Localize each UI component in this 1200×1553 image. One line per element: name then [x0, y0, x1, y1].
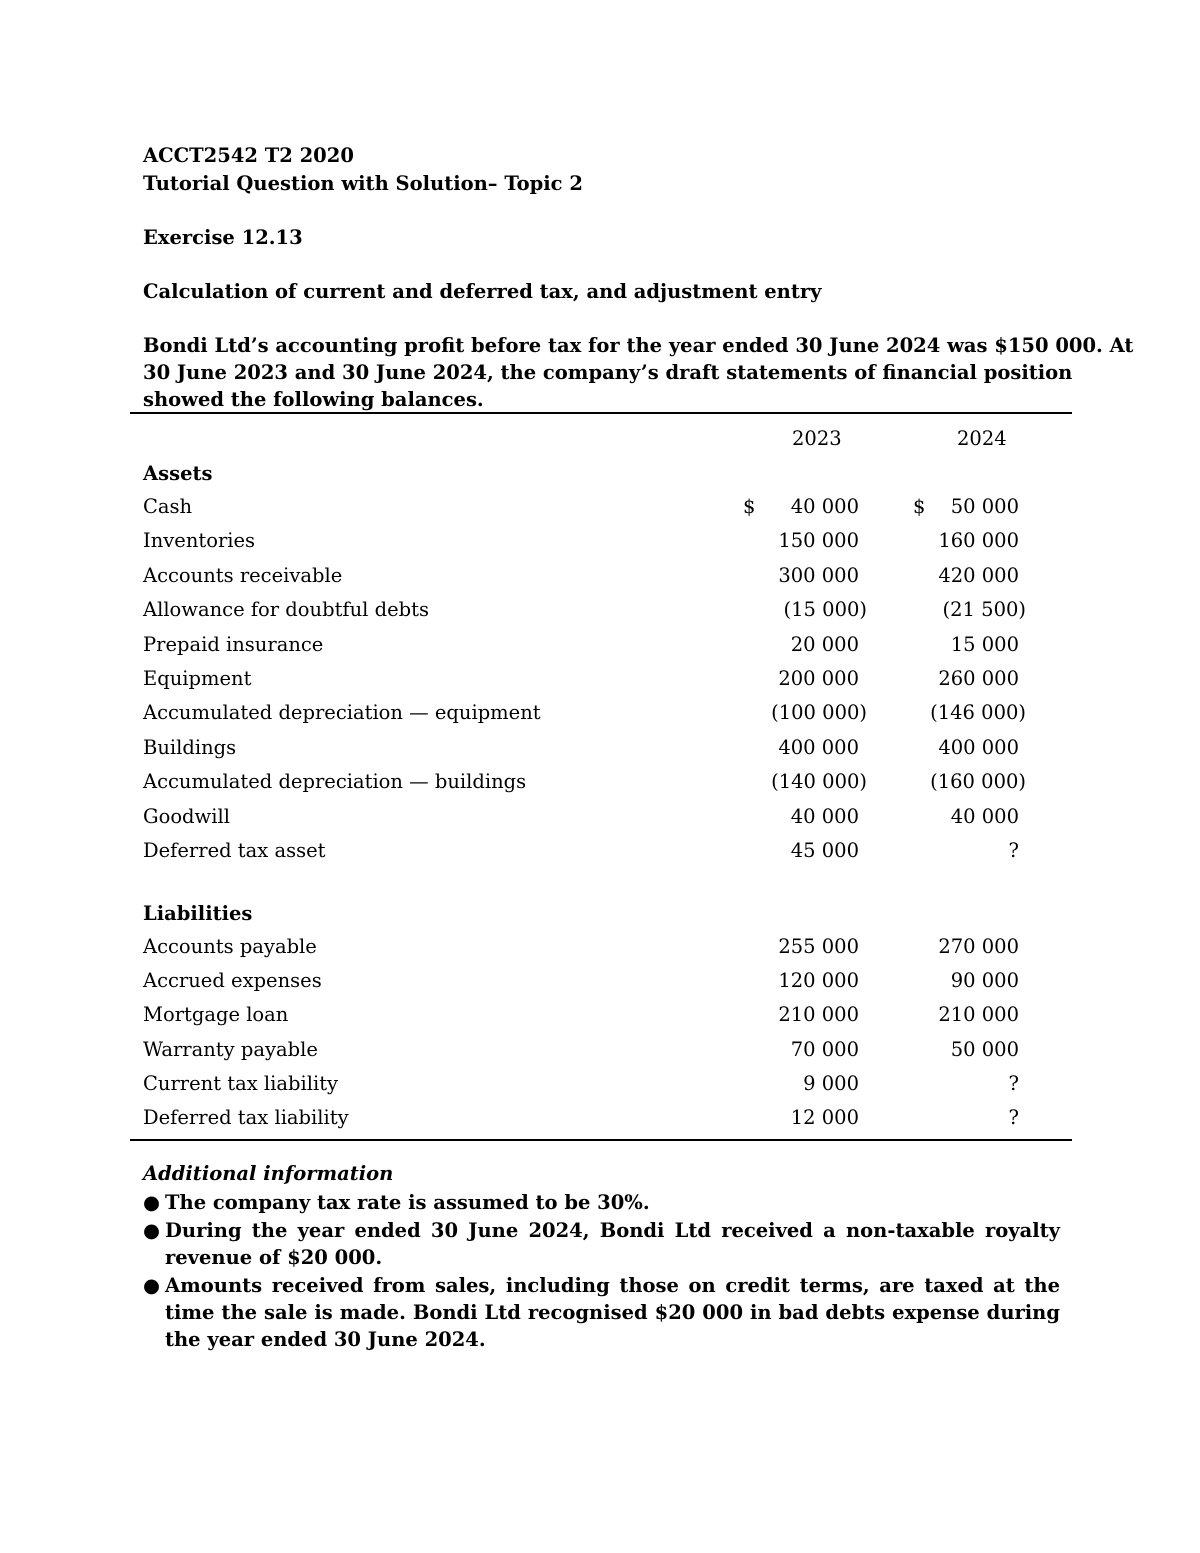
value-2023: 120 000	[778, 969, 859, 993]
value-2023: 200 000	[778, 667, 859, 690]
row-label: Accounts payable	[143, 935, 317, 958]
value-2023: 45 000	[790, 839, 859, 862]
bullet-icon: ●	[143, 1219, 161, 1242]
value-2024: 50 000	[950, 1037, 1019, 1061]
assets-heading: Assets	[143, 462, 213, 485]
value-2024: 260 000	[938, 667, 1019, 690]
value-2024: 270 000	[938, 935, 1019, 958]
table-row	[143, 969, 1043, 1003]
value-2024: (146 000)	[930, 701, 1026, 725]
value-2023: 70 000	[790, 1037, 859, 1061]
row-label: Cash	[143, 495, 193, 518]
table-row	[143, 839, 1043, 873]
value-2024: ?	[1008, 839, 1019, 862]
value-2023: (100 000)	[771, 701, 867, 725]
table-row	[143, 495, 1043, 529]
value-2023: 40 000	[790, 495, 859, 518]
row-label: Goodwill	[143, 804, 230, 828]
value-2024: 420 000	[938, 563, 1019, 587]
value-2023: 40 000	[790, 804, 859, 828]
row-label: Accrued expenses	[143, 969, 322, 993]
table-row	[143, 805, 1043, 839]
value-2023: (140 000)	[771, 770, 867, 794]
table-row	[143, 667, 1043, 701]
liabilities-heading: Liabilities	[143, 902, 253, 925]
intro-line-1: Bondi Ltd’s accounting profit before tax for the year ended 30 June 2024 was $150 000. At	[143, 334, 1134, 357]
row-label: Buildings	[143, 735, 237, 759]
row-label: Deferred tax asset	[143, 839, 326, 862]
bullet-icon: ●	[143, 1191, 161, 1214]
document-subtitle: Tutorial Question with Solution– Topic 2	[143, 172, 583, 195]
bullet-text: Amounts received from sales, including those on credit terms, are taxed at the time the sale is made. Bondi Ltd recognised $20 000 in bad debts expense during the year ended 30 June 2024.	[165, 1274, 1060, 1351]
value-2024: 50 000	[950, 495, 1019, 518]
exercise-heading: Calculation of current and deferred tax, and adjustment entry	[143, 280, 822, 303]
value-2024: 160 000	[938, 529, 1019, 553]
table-row	[143, 1072, 1043, 1106]
value-2023: 12 000	[790, 1106, 859, 1129]
table-row	[143, 529, 1043, 563]
value-2024: ?	[1008, 1071, 1019, 1095]
table-row	[143, 598, 1043, 632]
value-2024: 400 000	[938, 735, 1019, 759]
course-code: ACCT2542 T2 2020	[143, 144, 354, 167]
row-label: Accumulated depreciation — buildings	[143, 770, 527, 794]
additional-info-list	[143, 1189, 1060, 1354]
column-header-2024: 2024	[957, 427, 1007, 450]
table-row	[143, 1038, 1043, 1072]
row-label: Warranty payable	[143, 1037, 318, 1061]
intro-line-3: showed the following balances.	[143, 388, 484, 411]
value-2023: 300 000	[778, 563, 859, 587]
value-2023: 150 000	[778, 529, 859, 553]
table-row	[143, 701, 1043, 735]
value-2023: 210 000	[778, 1003, 859, 1027]
table-row	[143, 770, 1043, 804]
value-2024: 15 000	[950, 632, 1019, 656]
bullet-icon: ●	[143, 1274, 161, 1297]
value-2023: 400 000	[778, 735, 859, 759]
row-label: Equipment	[143, 667, 252, 690]
exercise-number: Exercise 12.13	[143, 226, 303, 249]
value-2024: ?	[1008, 1106, 1019, 1129]
bullet-text: During the year ended 30 June 2024, Bondi Ltd received a non-taxable royalty revenue of $20 000.	[165, 1219, 1060, 1269]
column-header-2023: 2023	[792, 427, 842, 450]
bullet-item	[143, 1189, 1060, 1216]
row-label: Current tax liability	[143, 1071, 339, 1095]
table-row	[143, 1003, 1043, 1037]
bullet-item	[143, 1272, 1060, 1353]
value-2023: 255 000	[778, 935, 859, 958]
row-label: Accumulated depreciation — equipment	[143, 701, 541, 725]
row-label: Prepaid insurance	[143, 632, 324, 656]
value-2024: 40 000	[950, 804, 1019, 828]
table-row	[143, 564, 1043, 598]
bullet-text: The company tax rate is assumed to be 30%.	[165, 1191, 650, 1214]
value-2024: (160 000)	[930, 770, 1026, 794]
row-label: Mortgage loan	[143, 1003, 289, 1027]
table-row	[143, 1106, 1043, 1140]
row-label: Allowance for doubtful debts	[143, 598, 429, 622]
table-bottom-rule	[130, 1139, 1072, 1141]
row-label: Deferred tax liability	[143, 1106, 349, 1129]
value-2024: (21 500)	[942, 598, 1026, 622]
additional-info-heading: Additional information	[143, 1162, 394, 1185]
table-row	[143, 935, 1043, 969]
value-2024: 210 000	[938, 1003, 1019, 1027]
currency-symbol-2023: $	[743, 495, 756, 518]
row-label: Accounts receivable	[143, 563, 343, 587]
value-2023: (15 000)	[783, 598, 867, 622]
value-2023: 9 000	[803, 1071, 859, 1095]
value-2024: 90 000	[950, 969, 1019, 993]
value-2023: 20 000	[790, 632, 859, 656]
intro-line-2: 30 June 2023 and 30 June 2024, the company’s draft statements of financial position	[143, 361, 1073, 384]
table-row	[143, 736, 1043, 770]
currency-symbol-2024: $	[913, 495, 926, 518]
table-top-rule	[130, 412, 1072, 414]
table-row	[143, 633, 1043, 667]
row-label: Inventories	[143, 529, 256, 553]
bullet-item	[143, 1217, 1060, 1271]
